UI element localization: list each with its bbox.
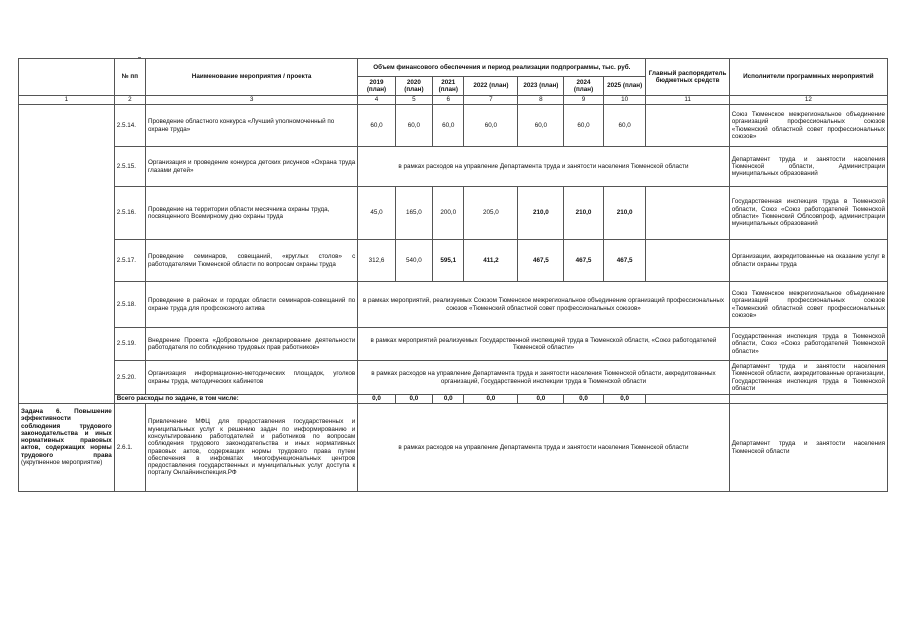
header-manager: Главный распорядитель бюджетных средств xyxy=(646,59,729,96)
row-name: Проведение на территории области месячника охраны труда, посвященного Всемирному дню охраны труда xyxy=(145,187,357,240)
row-name: Внедрение Проекта «Добровольное декларирование деятельности работодателя по соблюдению трудовых прав работников» xyxy=(145,328,357,361)
header-num: № пп xyxy=(114,59,145,96)
header-year: 2025 (план) xyxy=(603,77,646,96)
row-value: 595,1 xyxy=(433,240,464,282)
table-row xyxy=(19,105,888,147)
row-number: 2.6.1. xyxy=(114,404,145,492)
row-executors: Организации, аккредитованные на оказание услуг в области охраны труда xyxy=(729,240,887,282)
column-number: 2 xyxy=(114,96,145,105)
header-year: 2021 (план) xyxy=(433,77,464,96)
row-name: Проведение в районах и городах области семинаров-совещаний по охране труда для профсоюзного актива xyxy=(145,282,357,328)
row-number: 2.5.14. xyxy=(114,105,145,147)
row-merged-funding: в рамках мероприятий реализуемых Государственной инспекцией труда в Тюменской области, «Союз работодателей Тюменской области» xyxy=(358,328,729,361)
row-number: 2.5.17. xyxy=(114,240,145,282)
row-value: 60,0 xyxy=(395,105,432,147)
row-manager xyxy=(646,105,729,147)
total-value: 0,0 xyxy=(464,395,518,404)
table-row xyxy=(19,282,888,328)
row-name: Проведение семинаров, совещаний, «круглых столов» с работодателями Тюменской области по вопросам охраны труда xyxy=(145,240,357,282)
header-year: 2022 (план) xyxy=(464,77,518,96)
row-value: 165,0 xyxy=(395,187,432,240)
row-value: 60,0 xyxy=(603,105,646,147)
header-year: 2020 (план) xyxy=(395,77,432,96)
total-value: 0,0 xyxy=(395,395,432,404)
header-year: 2023 (план) xyxy=(518,77,564,96)
row-value: 200,0 xyxy=(433,187,464,240)
row-value: 205,0 xyxy=(464,187,518,240)
row-value: 45,0 xyxy=(358,187,395,240)
task-6-note: (укрупненное мероприятие) xyxy=(21,459,103,467)
program-activities-table xyxy=(18,58,888,492)
column-number: 8 xyxy=(518,96,564,105)
row-name: Организация и проведение конкурса детских рисунков «Охрана труда глазами детей» xyxy=(145,147,357,187)
table-row xyxy=(19,328,888,361)
row-value: 60,0 xyxy=(518,105,564,147)
row-value: 60,0 xyxy=(358,105,395,147)
row-name: Привлечение МФЦ для предоставления государственных и муниципальных услуг к решению задач по информированию и консультированию работодателей и работников по вопросам соблюдения трудового законодательства и иных нормативных правовых актов, содержащих нормы трудового права путем обеспечения в инфоматах многофункциональных центров предоставления государственных и муниципальных услуг доступа к порталу Онлайнинспекция.РФ xyxy=(145,404,357,492)
row-manager xyxy=(646,187,729,240)
row-value: 60,0 xyxy=(564,105,604,147)
column-number: 12 xyxy=(729,96,887,105)
row-value: 467,5 xyxy=(518,240,564,282)
header-task-cell xyxy=(19,59,115,96)
column-number: 10 xyxy=(603,96,646,105)
table-row xyxy=(19,240,888,282)
column-number: 4 xyxy=(358,96,395,105)
row-executors: Союз Тюменское межрегиональное объединение организаций профессиональных союзов «Тюменский областной совет профессиональных союзов» xyxy=(729,282,887,328)
row-value: 467,5 xyxy=(564,240,604,282)
row-number: 2.5.16. xyxy=(114,187,145,240)
row-value: 210,0 xyxy=(518,187,564,240)
program-table-page xyxy=(18,58,888,492)
total-label: Всего расходы по задаче, в том числе: xyxy=(114,395,358,404)
total-value: 0,0 xyxy=(603,395,646,404)
row-number: 2.5.19. xyxy=(114,328,145,361)
header-executors: Исполнители программных мероприятий xyxy=(729,59,887,96)
row-value: 312,6 xyxy=(358,240,395,282)
task-6-title-cell xyxy=(19,404,115,492)
row-executors: Союз Тюменское межрегиональное объединение организаций профессиональных союзов «Тюменский областной совет профессиональных союзов» xyxy=(729,105,887,147)
total-row xyxy=(19,395,888,404)
column-number: 6 xyxy=(433,96,464,105)
task-6-row xyxy=(19,404,888,492)
row-value: 60,0 xyxy=(464,105,518,147)
row-name: Организация информационно-методических площадок, уголков охраны труда, методических кабинетов xyxy=(145,361,357,395)
header-volume: Объем финансового обеспечения и период реализации подпрограммы, тыс. руб. xyxy=(358,59,646,77)
row-value: 210,0 xyxy=(564,187,604,240)
table-row xyxy=(19,361,888,395)
row-value: 540,0 xyxy=(395,240,432,282)
row-merged-funding: в рамках расходов на управление Департамента труда и занятости населения Тюменской области xyxy=(358,147,729,187)
table-row xyxy=(19,147,888,187)
row-number: 2.5.20. xyxy=(114,361,145,395)
row-executors: Департамент труда и занятости населения Тюменской области, Администрации муниципальных образований xyxy=(729,147,887,187)
table-row xyxy=(19,187,888,240)
row-manager xyxy=(646,240,729,282)
column-number: 1 xyxy=(19,96,115,105)
task-6-title: Задача 6. Повышение эффективности соблюдения трудового законодательства и иных нормативных правовых актов, содержащих нормы трудового права xyxy=(21,408,112,459)
column-number: 3 xyxy=(145,96,357,105)
row-executors: Государственная инспекция труда в Тюменской области, Союз «Союз работодателей Тюменской области» Тюменский Облсовпроф, администрации муниципальных образований xyxy=(729,187,887,240)
row-value: 210,0 xyxy=(603,187,646,240)
column-number: 9 xyxy=(564,96,604,105)
row-number: 2.5.18. xyxy=(114,282,145,328)
column-number: 7 xyxy=(464,96,518,105)
row-executors: Департамент труда и занятости населения Тюменской области, аккредитованные организации, Государственная инспекция труда в Тюменской области xyxy=(729,361,887,395)
total-value: 0,0 xyxy=(564,395,604,404)
column-number: 5 xyxy=(395,96,432,105)
row-merged-funding: в рамках расходов на управление Департамента труда и занятости населения Тюменской области xyxy=(358,404,729,492)
total-value: 0,0 xyxy=(433,395,464,404)
row-executors: Департамент труда и занятости населения Тюменской области xyxy=(729,404,887,492)
row-value: 411,2 xyxy=(464,240,518,282)
row-executors: Государственная инспекция труда в Тюменской области, Союз «Союз работодателей Тюменской области» xyxy=(729,328,887,361)
total-executors xyxy=(729,395,887,404)
task-5-cell xyxy=(19,105,115,404)
row-name: Проведение областного конкурса «Лучший уполномоченный по охране труда» xyxy=(145,105,357,147)
header-name: Наименование мероприятия / проекта xyxy=(145,59,357,96)
header-year: 2024 (план) xyxy=(564,77,604,96)
row-merged-funding: в рамках расходов на управление Департамента труда и занятости населения Тюменской области, аккредитованных организаций, Государственной инспекции труда в Тюменской области xyxy=(358,361,729,395)
total-value: 0,0 xyxy=(358,395,395,404)
column-number: 11 xyxy=(646,96,729,105)
row-value: 467,5 xyxy=(603,240,646,282)
row-merged-funding: в рамках мероприятий, реализуемых Союзом Тюменское межрегиональное объединение организаций профессиональных союзов «Тюменский областной совет профессиональных союзов» xyxy=(358,282,729,328)
total-value: 0,0 xyxy=(518,395,564,404)
row-number: 2.5.15. xyxy=(114,147,145,187)
row-value: 60,0 xyxy=(433,105,464,147)
total-manager xyxy=(646,395,729,404)
header-year: 2019 (план) xyxy=(358,77,395,96)
